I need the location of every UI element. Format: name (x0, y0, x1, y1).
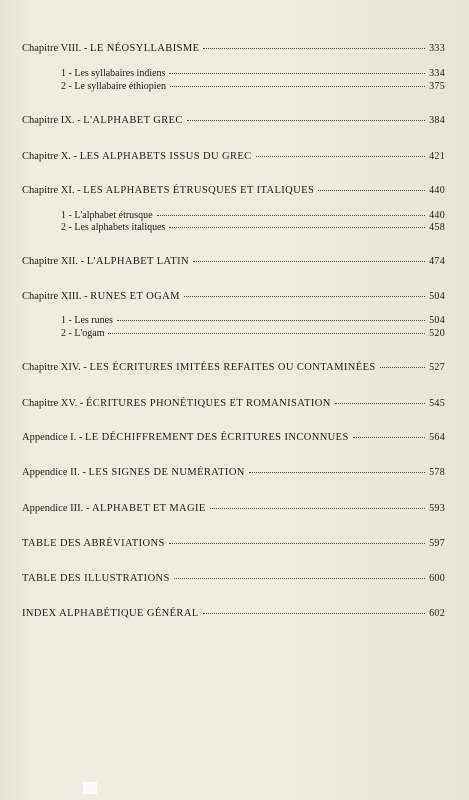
toc-subentry (61, 315, 445, 327)
subentry-number: 2 - (61, 328, 72, 339)
subentry-number: 1 - (61, 315, 72, 326)
toc-entry: Chapitre XI. - LES ALPHABETS ÉTRUSQUES ET ITALIQUES 440 (22, 185, 445, 196)
page-number: 384 (429, 115, 445, 126)
entry-title: ÉCRITURES PHONÉTIQUES ET ROMANISATION (85, 398, 331, 409)
dot-leader (203, 48, 425, 49)
page-number: 474 (429, 256, 445, 267)
paper-mark (83, 782, 97, 794)
entry-title: LES ALPHABETS ISSUS DU GREC (79, 151, 252, 162)
entry-label: Chapitre XI. (22, 185, 75, 196)
page-number: 593 (429, 503, 445, 514)
toc-entry: Appendice II. - LES SIGNES DE NUMÉRATION 578 (22, 467, 445, 478)
dot-leader (169, 73, 425, 74)
dot-leader (193, 261, 425, 262)
dot-leader (318, 190, 425, 191)
dot-leader (203, 613, 425, 614)
page-number: 504 (429, 315, 445, 326)
entry-label: Chapitre XV. (22, 398, 78, 409)
entry-title: LES ALPHABETS ÉTRUSQUES ET ITALIQUES (83, 185, 315, 196)
dot-leader (335, 403, 425, 404)
toc-entry (22, 573, 445, 585)
entry-title: LES SIGNES DE NUMÉRATION (88, 467, 245, 478)
entry-title: Les alphabets italiques (74, 222, 166, 233)
toc-subentry (61, 328, 445, 340)
page-number: 564 (429, 432, 445, 443)
page-number: 440 (429, 185, 445, 196)
page-number: 504 (429, 291, 445, 302)
dot-leader (117, 320, 425, 321)
subentry-number: 1 - (61, 210, 72, 221)
page-number: 440 (429, 210, 445, 221)
page-number: 333 (429, 43, 445, 54)
dot-leader (169, 543, 425, 544)
entry-title: LES ÉCRITURES IMITÉES REFAITES OU CONTAMINÉES (89, 362, 376, 373)
dot-leader (380, 367, 425, 368)
toc-entry (22, 608, 445, 620)
toc-subentry (61, 210, 445, 222)
dot-leader (169, 227, 425, 228)
entry-title: RUNES ET OGAM (90, 291, 180, 302)
toc-entry: Chapitre XIV. - LES ÉCRITURES IMITÉES REFAITES OU CONTAMINÉES 527 (22, 362, 445, 373)
toc-subentry (61, 68, 445, 80)
entry-label: Chapitre IX. (22, 115, 75, 126)
entry-label: Chapitre X. (22, 151, 71, 162)
entry-title: ALPHABET ET MAGIE (91, 503, 206, 514)
toc-entry: Appendice I. - LE DÉCHIFFREMENT DES ÉCRITURES INCONNUES 564 (22, 432, 445, 443)
entry-label: Chapitre XIV. (22, 362, 81, 373)
entry-label: Chapitre XII. (22, 256, 78, 267)
entry-title: TABLE DES ILLUSTRATIONS (22, 573, 170, 584)
toc-entry: Appendice III. - ALPHABET ET MAGIE 593 (22, 503, 445, 514)
toc-entry (22, 538, 445, 550)
page-number: 597 (429, 538, 445, 549)
toc-entry: Chapitre XIII. - RUNES ET OGAM 504 (22, 291, 445, 302)
toc-entry: Chapitre X. - LES ALPHABETS ISSUS DU GREC 421 (22, 151, 445, 162)
entry-label: Appendice III. (22, 503, 84, 514)
dot-leader (184, 296, 425, 297)
page-number: 545 (429, 398, 445, 409)
entry-label: Appendice II. (22, 467, 80, 478)
entry-title: Les syllabaires indiens (74, 68, 166, 79)
entry-title: TABLE DES ABRÉVIATIONS (22, 538, 165, 549)
dot-leader (187, 120, 425, 121)
toc-subentry (61, 222, 445, 234)
toc-entry: Chapitre VIII. - LE NÉOSYLLABISME 333 (22, 43, 445, 54)
dot-leader (249, 472, 425, 473)
page-number: 600 (429, 573, 445, 584)
toc-entry: Chapitre IX. - L'ALPHABET GREC 384 (22, 115, 445, 126)
entry-title: INDEX ALPHABÉTIQUE GÉNÉRAL (22, 608, 199, 619)
entry-label: Appendice I. (22, 432, 77, 443)
entry-label: Chapitre VIII. (22, 43, 82, 54)
dot-leader (170, 86, 425, 87)
subentry-number: 2 - (61, 81, 72, 92)
page-number: 578 (429, 467, 445, 478)
dot-leader (174, 578, 425, 579)
page-number: 375 (429, 81, 445, 92)
toc-subentry (61, 81, 445, 93)
entry-title: LE DÉCHIFFREMENT DES ÉCRITURES INCONNUES (84, 432, 349, 443)
dot-leader (108, 333, 425, 334)
entry-title: Les runes (74, 315, 113, 326)
subentry-number: 2 - (61, 222, 72, 233)
subentry-number: 1 - (61, 68, 72, 79)
page-number: 602 (429, 608, 445, 619)
dot-leader (210, 508, 425, 509)
entry-label: Chapitre XIII. (22, 291, 82, 302)
entry-title: L'ALPHABET GREC (83, 115, 183, 126)
dot-leader (256, 156, 426, 157)
page-number: 334 (429, 68, 445, 79)
dot-leader (157, 215, 426, 216)
page-number: 458 (429, 222, 445, 233)
dot-leader (353, 437, 425, 438)
toc-entry: Chapitre XV. - ÉCRITURES PHONÉTIQUES ET ROMANISATION 545 (22, 398, 445, 409)
page-number: 527 (429, 362, 445, 373)
entry-title: L'alphabet étrusque (74, 210, 153, 221)
entry-title: L'ogam (74, 328, 105, 339)
entry-title: L'ALPHABET LATIN (86, 256, 190, 267)
page-number: 520 (429, 328, 445, 339)
entry-title: LE NÉOSYLLABISME (90, 43, 200, 54)
toc-entry: Chapitre XII. - L'ALPHABET LATIN 474 (22, 256, 445, 267)
page-number: 421 (429, 151, 445, 162)
entry-title: Le syllabaire éthiopien (74, 81, 166, 92)
